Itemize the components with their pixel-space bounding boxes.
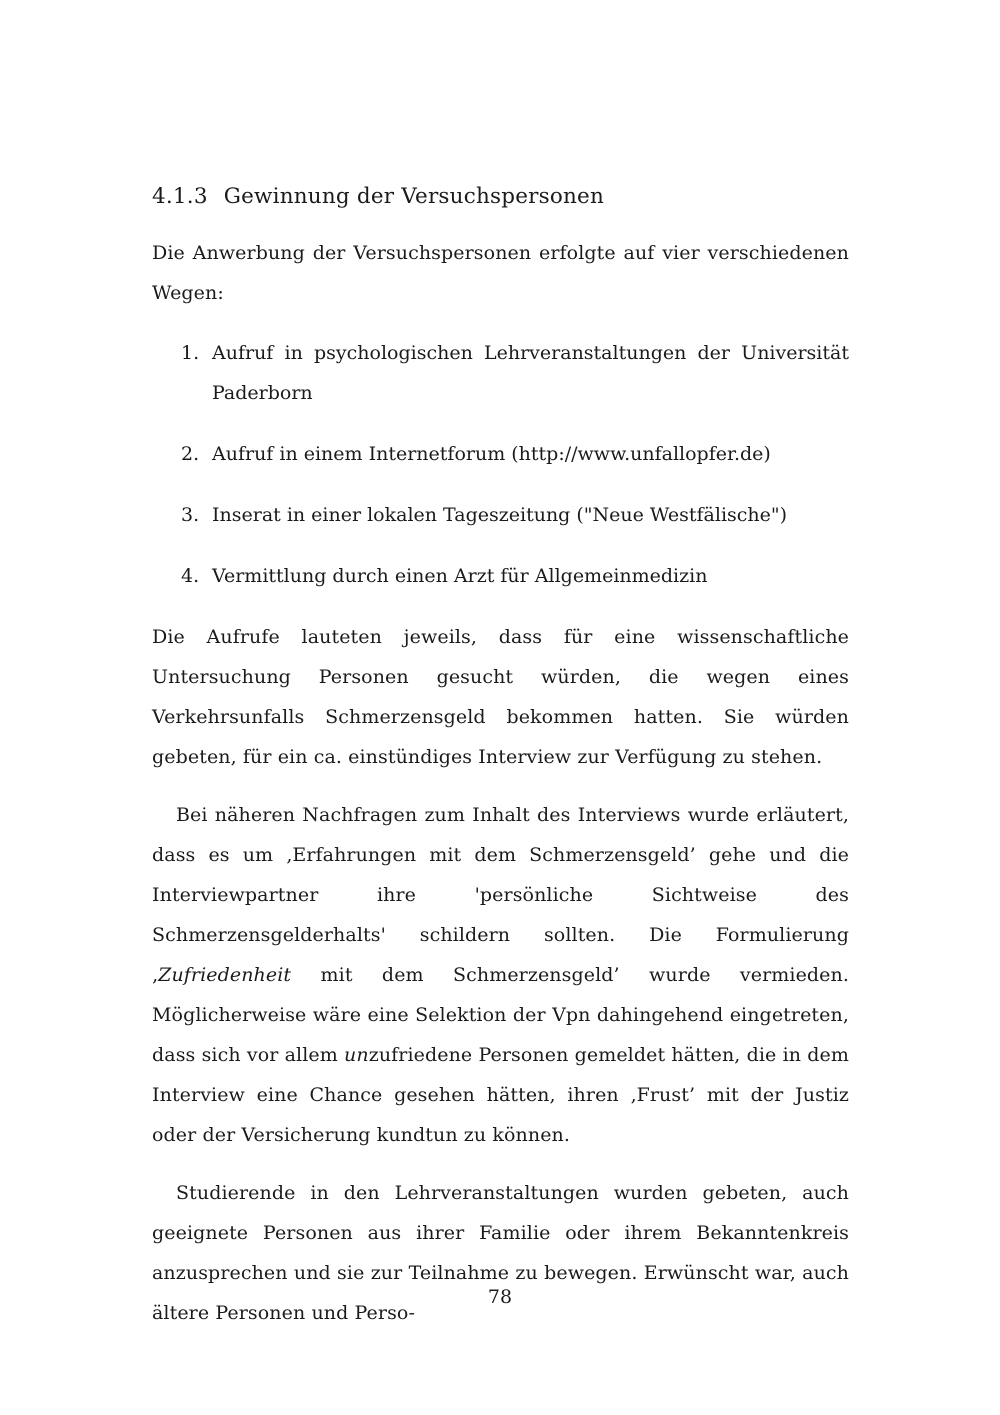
paragraph-studierende: Studierende in den Lehrveranstaltungen wurden gebeten, auch geeignete Personen aus ihrer Familie oder ihrem Bekanntenkreis anzusprechen und sie zur Teilnahme zu bewegen. Erwünscht war, auch ältere Personen und Perso- [152, 1182, 849, 1324]
list-item-number: 4. [181, 565, 200, 587]
list-item-text: Aufruf in psychologischen Lehrveranstaltungen der Universität Paderborn [212, 342, 849, 404]
list-item [152, 556, 849, 596]
list-item [152, 495, 849, 535]
paragraph-aufrufe: Die Aufrufe lauteten jeweils, dass für eine wissenschaftliche Untersuchung Personen gesucht würden, die wegen eines Verkehrsunfalls Schmerzensgeld bekommen hatten. Sie würden gebeten, für ein ca. einstündiges Interview zur Verfügung zu stehen. [152, 626, 849, 768]
list-item-number: 3. [181, 504, 200, 526]
text-segment: mit dem Schmerzensgeld’ wurde vermieden. Möglicherweise wäre eine Selektion der Vpn dahingehend eingetreten, dass sich vor allem [152, 964, 849, 1066]
section-title: Gewinnung der Versuchspersonen [223, 184, 604, 209]
paragraph-nachfragen [152, 795, 849, 1155]
list-item-text: Aufruf in einem Internetforum (http://www.unfallopfer.de) [212, 443, 771, 465]
page-number: 78 [487, 1286, 513, 1308]
list-item-number: 1. [181, 342, 200, 364]
list-item [152, 434, 849, 474]
text-segment: zufriedene Personen gemeldet hätten, die in dem Interview eine Chance gesehen hätten, ihren ‚Frust’ mit der Justiz oder der Versicherung kundtun zu können. [152, 1044, 849, 1146]
text-segment-italic: Zufriedenheit [158, 964, 292, 986]
list-item-text: Vermittlung durch einen Arzt für Allgemeinmedizin [212, 565, 708, 587]
recruitment-list [152, 333, 849, 596]
list-item [152, 333, 849, 413]
text-segment: Bei näheren Nachfragen zum Inhalt des Interviews wurde erläutert, dass es um ‚Erfahrungen mit dem Schmerzensgeld’ gehe und die Interviewpartner ihre 'persönliche Sichtweise des Schmerzensgelderhalts' schildern sollten. Die Formulierung ‚ [152, 804, 849, 986]
page-content [152, 184, 849, 1351]
section-heading [152, 184, 849, 209]
text-segment-italic: un [344, 1044, 369, 1066]
list-item-text: Inserat in einer lokalen Tageszeitung ("Neue Westfälische") [212, 504, 788, 526]
paragraph-intro: Die Anwerbung der Versuchspersonen erfolgte auf vier verschiedenen Wegen: [152, 242, 849, 304]
section-number: 4.1.3 [152, 184, 208, 209]
list-item-number: 2. [181, 443, 200, 465]
